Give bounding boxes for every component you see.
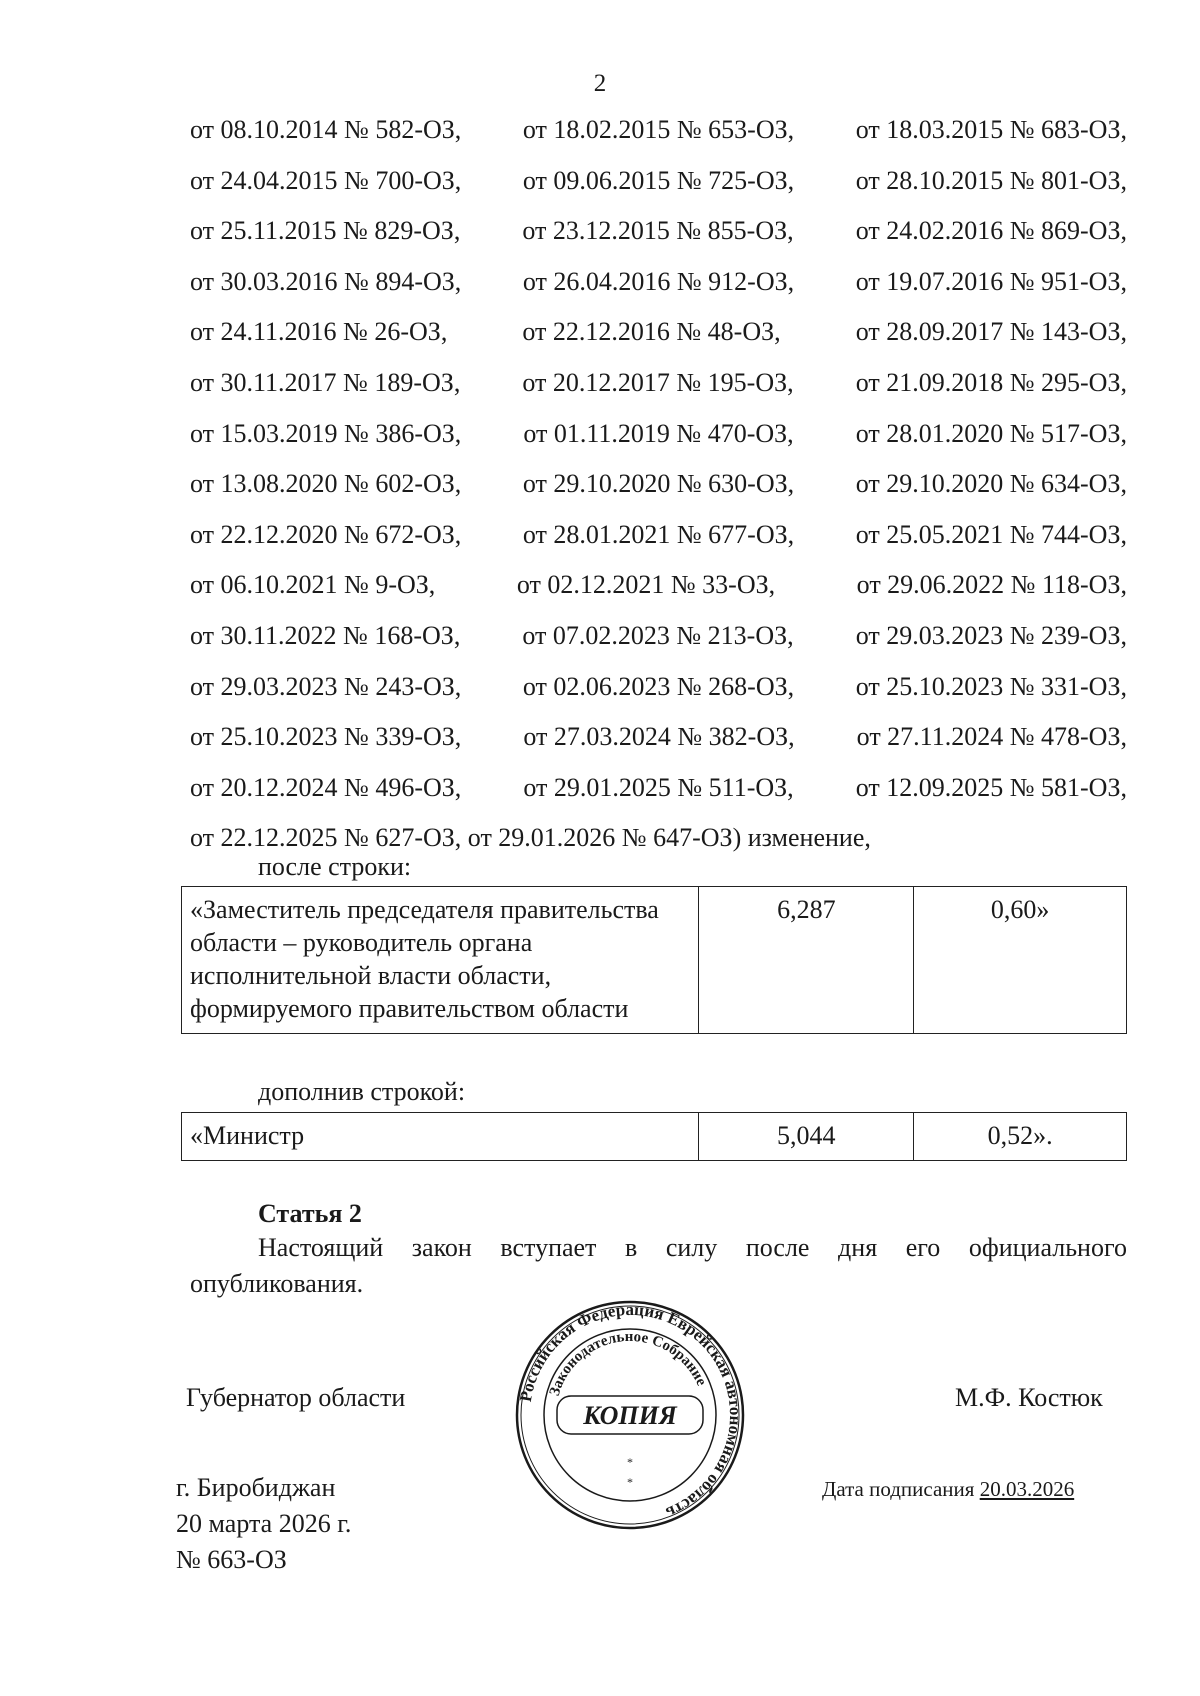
amendment-line [190, 163, 1127, 214]
amendment-item: от 29.03.2023 № 243-ОЗ, [190, 671, 462, 701]
amendment-item: от 02.06.2023 № 268-ОЗ, [522, 671, 795, 701]
amendment-line [190, 567, 1127, 618]
article-text [190, 1230, 1127, 1302]
amendment-item: от 28.01.2020 № 517-ОЗ, [855, 418, 1127, 448]
article-text-line: Настоящий закон вступает в силу после дня его официального [258, 1233, 1127, 1262]
amendment-item: от 29.01.2025 № 511-ОЗ, [523, 772, 794, 802]
amendment-item: от 22.12.2016 № 48-ОЗ, [522, 317, 781, 347]
amendment-item: от 13.08.2020 № 602-ОЗ, [190, 469, 462, 499]
signing-date-value: 20.03.2026 [979, 1477, 1075, 1501]
amendment-item: от 21.09.2018 № 295-ОЗ, [855, 367, 1127, 397]
table-row [182, 887, 1127, 1034]
signing-date [822, 1474, 1074, 1504]
value-cell: 0,52». [914, 1113, 1127, 1161]
stamp-inner-text: Законодательное Собрание [546, 1328, 710, 1398]
law-date: 20 марта 2026 г. [176, 1509, 352, 1538]
amendment-item: от 29.03.2023 № 239-ОЗ, [855, 620, 1127, 650]
position-cell: «Заместитель председателя правительства области – руководитель органа исполнительной власти области, формируемого правительством области [182, 887, 699, 1034]
stamp-outer-text: Российская Федерация Еврейская автономная область [515, 1300, 745, 1523]
signatory-name: М.Ф. Костюк [955, 1383, 1103, 1412]
position-cell: «Министр [182, 1113, 699, 1161]
amendment-line [190, 112, 1127, 163]
amendment-item: от 24.11.2016 № 26-ОЗ, [190, 317, 448, 347]
amendment-item: от 27.11.2024 № 478-ОЗ, [856, 722, 1127, 752]
amendment-line [190, 264, 1127, 315]
amendment-item: от 07.02.2023 № 213-ОЗ, [522, 620, 794, 650]
signatory-position: Губернатор области [186, 1383, 406, 1412]
amendment-item: от 19.07.2016 № 951-ОЗ, [855, 266, 1127, 296]
amendment-item: от 28.09.2017 № 143-ОЗ, [855, 317, 1127, 347]
amendment-line [190, 770, 1127, 821]
amendment-item: от 29.10.2020 № 634-ОЗ, [855, 469, 1127, 499]
article-text-line: опубликования. [190, 1269, 364, 1298]
amendment-item: от 18.03.2015 № 683-ОЗ, [855, 115, 1127, 144]
amendment-line [190, 719, 1127, 770]
amendment-item: от 24.04.2015 № 700-ОЗ, [190, 165, 462, 195]
amendment-item: от 27.03.2024 № 382-ОЗ, [523, 722, 795, 752]
amendment-item: от 25.10.2023 № 339-ОЗ, [190, 722, 462, 752]
amendment-line [190, 365, 1127, 416]
amendment-item: от 09.06.2015 № 725-ОЗ, [522, 165, 795, 195]
value-cell: 6,287 [699, 887, 914, 1034]
after-row-label: после строки: [258, 852, 412, 881]
table-new-row [181, 1112, 1127, 1161]
amendment-item: от 30.03.2016 № 894-ОЗ, [190, 266, 462, 296]
amendment-line [190, 416, 1127, 467]
amendment-item: от 08.10.2014 № 582-ОЗ, [190, 115, 462, 144]
amendment-item: от 01.11.2019 № 470-ОЗ, [523, 418, 794, 448]
amendment-item: от 28.10.2015 № 801-ОЗ, [855, 165, 1127, 195]
amendments-list [190, 112, 1127, 871]
amendment-item: от 22.12.2020 № 672-ОЗ, [190, 519, 462, 549]
amendment-line-last: от 22.12.2025 № 627-ОЗ, от 29.01.2026 № 647-ОЗ) изменение, [190, 823, 871, 853]
amendment-item: от 25.10.2023 № 331-ОЗ, [855, 671, 1127, 701]
amendment-item: от 12.09.2025 № 581-ОЗ, [855, 772, 1127, 802]
amendment-line [190, 213, 1127, 264]
amendment-line [190, 314, 1127, 365]
city: г. Биробиджан [176, 1473, 336, 1502]
amendment-item: от 20.12.2017 № 195-ОЗ, [522, 367, 794, 397]
amendment-item: от 26.04.2016 № 912-ОЗ, [522, 266, 795, 296]
table-existing-row [181, 886, 1127, 1034]
signing-date-label: Дата подписания [822, 1477, 975, 1501]
amendment-item: от 30.11.2017 № 189-ОЗ, [190, 367, 461, 397]
value-cell: 5,044 [699, 1113, 914, 1161]
article-title: Статья 2 [258, 1199, 362, 1228]
amendment-item: от 15.03.2019 № 386-ОЗ, [190, 418, 462, 448]
table-row [182, 1113, 1127, 1161]
amendment-item: от 25.11.2015 № 829-ОЗ, [190, 216, 461, 246]
amendment-line [190, 517, 1127, 568]
amendment-item: от 20.12.2024 № 496-ОЗ, [190, 772, 462, 802]
amendment-item: от 24.02.2016 № 869-ОЗ, [855, 216, 1127, 246]
page-number: 2 [593, 70, 607, 97]
amendment-item: от 02.12.2021 № 33-ОЗ, [516, 570, 776, 600]
stamp-center-text: КОПИЯ [583, 1401, 677, 1430]
amendment-item: от 29.06.2022 № 118-ОЗ, [856, 570, 1127, 600]
value-cell: 0,60» [914, 887, 1127, 1034]
add-row-label: дополнив строкой: [258, 1077, 466, 1106]
amendment-item: от 18.02.2015 № 653-ОЗ, [522, 115, 795, 144]
amendment-item: от 23.12.2015 № 855-ОЗ, [522, 216, 794, 246]
stamp-star: * [627, 1475, 633, 1489]
amendment-item: от 30.11.2022 № 168-ОЗ, [190, 620, 461, 650]
official-stamp [515, 1300, 745, 1530]
amendment-line [190, 618, 1127, 669]
amendment-item: от 06.10.2021 № 9-ОЗ, [190, 570, 436, 600]
law-number: № 663-ОЗ [176, 1545, 287, 1574]
amendment-line [190, 669, 1127, 720]
amendment-line [190, 466, 1127, 517]
amendment-item: от 28.01.2021 № 677-ОЗ, [522, 519, 795, 549]
amendment-item: от 25.05.2021 № 744-ОЗ, [855, 519, 1127, 549]
amendment-item: от 29.10.2020 № 630-ОЗ, [522, 469, 795, 499]
stamp-star: * [627, 1455, 633, 1469]
